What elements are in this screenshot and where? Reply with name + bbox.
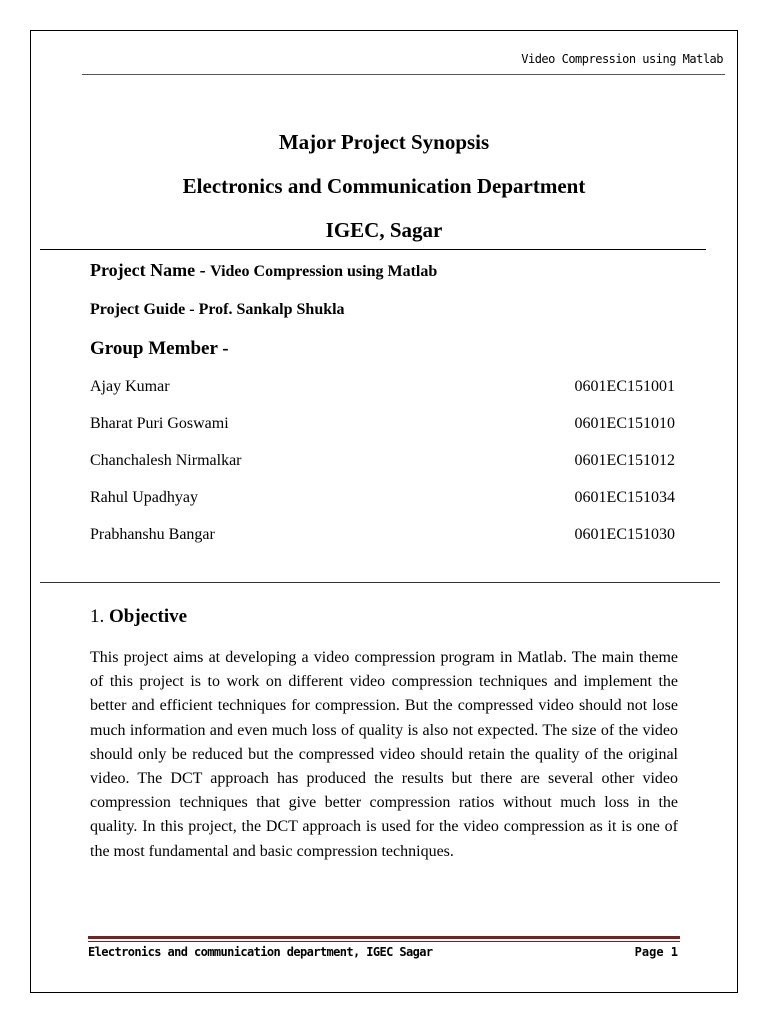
- institute-title: IGEC, Sagar: [325, 218, 443, 242]
- member-id: 0601EC151012: [574, 452, 675, 469]
- project-guide: Project Guide - Prof. Sankalp Shukla: [90, 301, 345, 318]
- document-title: Major Project Synopsis: [278, 130, 490, 154]
- member-row: [90, 378, 675, 396]
- member-name: Chanchalesh Nirmalkar: [90, 452, 242, 469]
- footer-rule-thick: [88, 936, 680, 939]
- member-row: [90, 526, 675, 544]
- member-id: 0601EC151034: [574, 489, 675, 506]
- running-header: Video Compression using Matlab: [521, 52, 723, 66]
- member-name: Rahul Upadhyay: [90, 489, 198, 506]
- member-id: 0601EC151010: [574, 415, 675, 432]
- objective-label: Objective: [109, 606, 188, 627]
- member-id: 0601EC151001: [574, 378, 675, 395]
- member-name: Prabhanshu Bangar: [90, 526, 215, 543]
- objective-number: 1.: [90, 606, 105, 627]
- member-name: Bharat Puri Goswami: [90, 415, 229, 432]
- footer-department: Electronics and communication department, IGEC Sagar: [88, 945, 433, 959]
- group-member-label: Group Member -: [90, 338, 229, 359]
- department-title: Electronics and Communication Department: [182, 174, 586, 198]
- page-number: Page 1: [634, 945, 678, 959]
- header-rule: [82, 74, 725, 75]
- footer-rule-thin: [88, 941, 680, 942]
- member-id: 0601EC151030: [574, 526, 675, 543]
- project-name: [90, 260, 437, 281]
- project-name-value: Video Compression using Matlab: [210, 263, 438, 280]
- title-divider: [40, 249, 706, 250]
- member-row: [90, 452, 675, 470]
- member-row: [90, 489, 675, 507]
- section-divider: [40, 582, 720, 583]
- objective-heading: [90, 606, 187, 628]
- member-name: Ajay Kumar: [90, 378, 170, 395]
- objective-paragraph: This project aims at developing a video compression program in Matlab. The main theme of this project is to work on different video compression techniques and implement the better and efficient techniques for compression. But the compressed video should not lose much information and even much loss of quality is also not expected. The size of the video should only be reduced but the compressed video should retain the quality of the original video. The DCT approach has produced the results but there are several other video compression techniques that give better compression ratios without much loss in the quality. In this project, the DCT approach is used for the video compression as it is one of the most fundamental and basic compression techniques.: [90, 649, 678, 860]
- project-name-label: Project Name -: [90, 260, 211, 280]
- member-row: [90, 415, 675, 433]
